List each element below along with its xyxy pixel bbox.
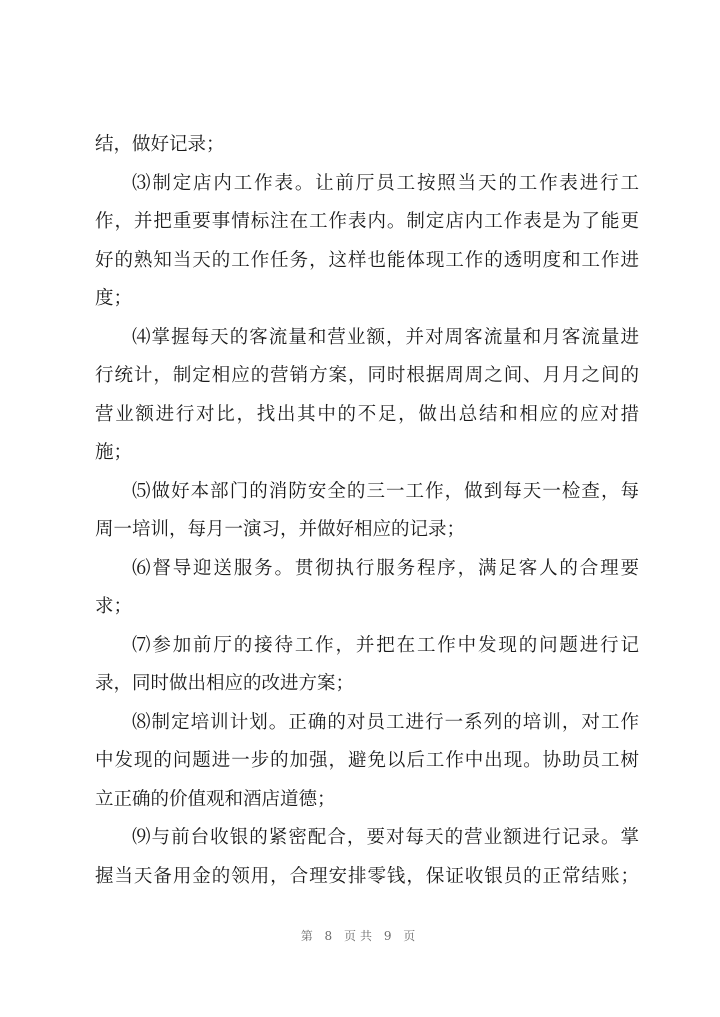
text-line [95,550,639,589]
text-line-content: 施； [95,442,133,463]
text-line [95,473,639,512]
text-line [95,511,639,550]
text-line [95,858,639,897]
text-line [95,280,639,319]
text-line [95,396,639,435]
text-line-content: 结，做好记录； [95,134,225,155]
text-line [95,126,639,165]
text-line-content: 作，并把重要事情标注在工作表内。制定店内工作表是为了能更 [95,211,639,232]
text-line-content: ⑶制定店内工作表。让前厅员工按照当天的工作表进行工 [132,172,639,194]
text-line [95,781,639,820]
text-line [95,588,639,627]
text-line [95,627,639,666]
text-line-content: 握当天备用金的领用，合理安排零钱，保证收银员的正常结账； [95,865,639,887]
text-line-content: 行统计，制定相应的营销方案，同时根据周周之间、月月之间的 [95,365,639,386]
text-line-content: 立正确的价值观和酒店道德； [95,788,336,810]
text-line-content: 营业额进行对比，找出其中的不足，做出总结和相应的应对措 [95,403,639,425]
text-line-content: ⑹督导迎送服务。贯彻执行服务程序，满足客人的合理要 [132,557,639,579]
page-footer [0,927,720,944]
text-line-content: ⑷掌握每天的客流量和营业额，并对周客流量和月客流量进 [132,326,639,348]
text-line-content: 度； [95,288,133,309]
text-line [95,203,639,242]
text-line-content: ⑺参加前厅的接待工作，并把在工作中发现的问题进行记 [132,634,639,656]
text-line-content: 周一培训，每月一演习，并做好相应的记录； [95,519,466,540]
text-line-content: 中发现的问题进一步的加强，避免以后工作中出现。协助员工树 [95,750,639,771]
text-line [95,319,639,358]
text-line [95,357,639,396]
document-body [95,126,639,896]
text-line-content: 录，同时做出相应的改进方案； [95,673,355,694]
text-line-content: ⑸做好本部门的消防安全的三一工作，做到每天一检查，每 [132,480,639,502]
text-line-content: 求； [95,596,133,617]
text-line [95,704,639,743]
text-line [95,819,639,858]
text-line [95,165,639,204]
text-line [95,665,639,704]
text-line [95,434,639,473]
text-line [95,242,639,281]
text-line-content: 好的熟知当天的工作任务，这样也能体现工作的透明度和工作进 [95,249,639,271]
text-line-content: ⑻制定培训计划。正确的对员工进行一系列的培训，对工作 [132,711,639,733]
page-number-label: 第 8 页共 9 页 [300,929,420,943]
text-line [95,742,639,781]
text-line-content: ⑼与前台收银的紧密配合，要对每天的营业额进行记录。掌 [132,827,639,848]
